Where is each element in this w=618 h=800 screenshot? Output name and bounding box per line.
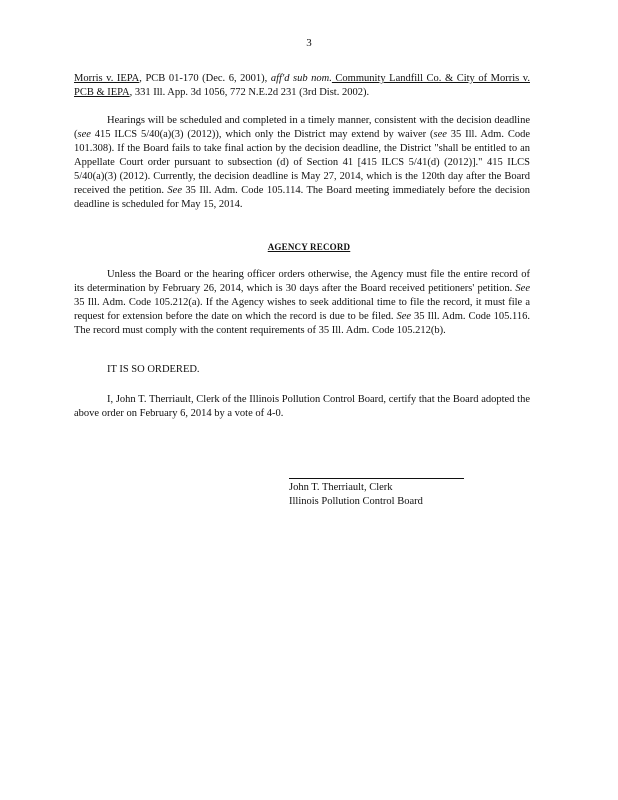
hearings-paragraph: [74, 114, 530, 212]
signature-line: [289, 478, 464, 479]
hearings-text-1: Hearings will be scheduled and completed in a timely manner, consistent with the decision deadline (: [74, 115, 530, 140]
case-name-community-landfill: Community Landfill Co. & City of Morris v. PCB & IEPA: [74, 73, 530, 98]
certification-paragraph: I, John T. Therriault, Clerk of the Illinois Pollution Control Board, certify that the Board adopted the above order on February 6, 2014 by a vote of 4-0.: [74, 394, 530, 419]
case-name-morris: Morris v. IEPA: [74, 73, 140, 84]
agency-record-heading: AGENCY RECORD: [267, 242, 351, 252]
see-signal: See: [396, 311, 412, 322]
citation-paragraph: [74, 72, 530, 100]
signer-name: John T. Therriault, Clerk: [289, 482, 393, 493]
section-heading: [0, 240, 618, 254]
see-signal: see: [77, 129, 91, 140]
see-signal: See: [167, 185, 182, 196]
page-number: 3: [306, 37, 312, 49]
see-signal: See: [515, 283, 530, 294]
hearings-text-3: 35 Ill. Adm. Code 101.308). If the Board fails to take final action by the decision deadline, the District "shall be entitled to an Appellate Court order pursuant to subsection (d) of Section 41 [415 ILCS 5/41(d) (2012)]." 415 ILCS 5/40(a)(3) (2012). Currently, the decision deadline is May 27, 2014, which is the 120th day after the Board received the petition.: [74, 129, 530, 196]
see-signal: see: [433, 129, 447, 140]
so-ordered: IT IS SO ORDERED.: [107, 364, 200, 375]
agency-text-3: 35 Ill. Adm. Code 105.116. The record must comply with the content requirements of 35 Ill. Adm. Code 105.212(b).: [74, 311, 530, 336]
hearings-text-2: 415 ILCS 5/40(a)(3) (2012)), which only the District may extend by waiver (: [90, 129, 434, 140]
affd-signal: aff'd sub nom.: [270, 73, 332, 84]
agency-text-2: 35 Ill. Adm. Code 105.212(a). If the Agency wishes to seek additional time to file the record, it must file a request for extension before the date on which the record is due to be filed.: [74, 297, 530, 322]
signer-organization: Illinois Pollution Control Board: [289, 496, 423, 507]
hearings-text-4: 35 Ill. Adm. Code 105.114. The Board meeting immediately before the decision deadline is scheduled for May 15, 2014.: [74, 185, 530, 210]
citation-text: , PCB 01-170 (Dec. 6, 2001),: [139, 73, 271, 84]
agency-record-paragraph: [74, 268, 530, 338]
agency-text-1: Unless the Board or the hearing officer orders otherwise, the Agency must file the entire record of its determination by February 26, 2014, which is 30 days after the Board received petitioners' petition.: [74, 269, 530, 294]
citation-text-2: , 331 Ill. App. 3d 1056, 772 N.E.2d 231 (3rd Dist. 2002).: [129, 87, 370, 98]
